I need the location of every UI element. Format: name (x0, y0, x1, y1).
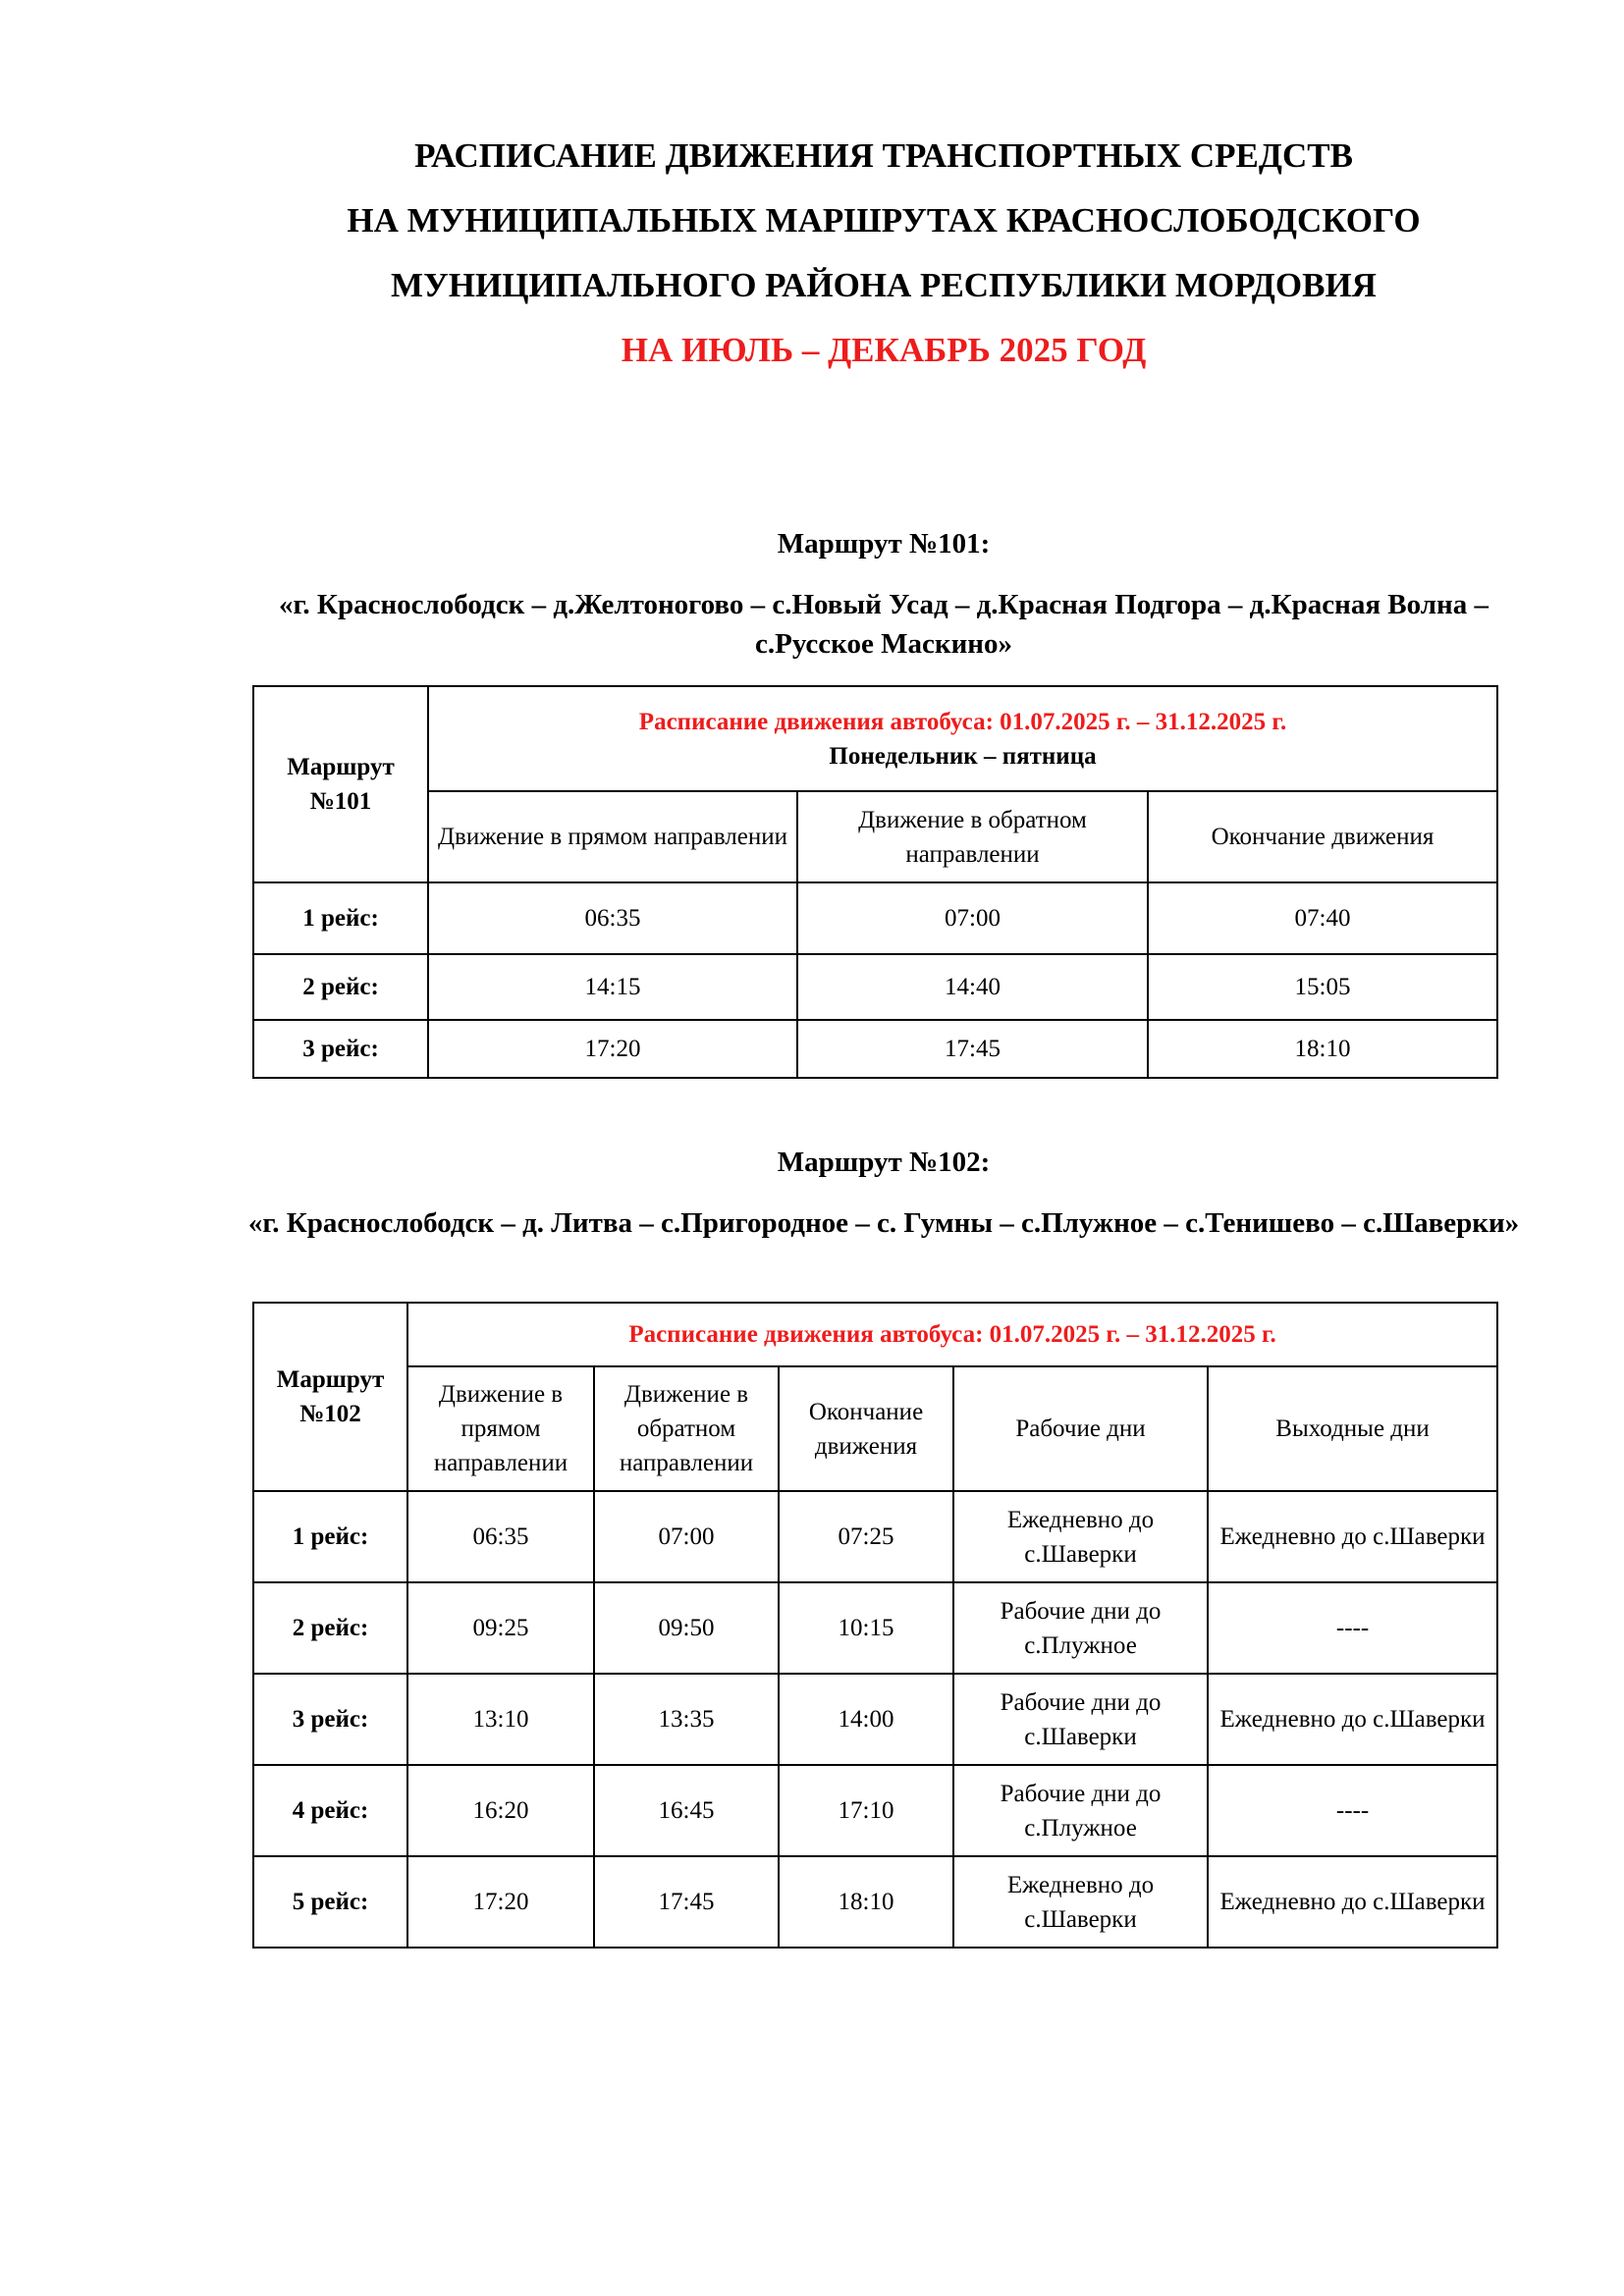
weekends-note: Ежедневно до с.Шаверки (1208, 1674, 1497, 1765)
route-102-schedule-period: Расписание движения автобуса: 01.07.2025 г. – 31.12.2025 г. (628, 1321, 1276, 1348)
table-row (253, 1020, 1497, 1078)
table-row (253, 1856, 1497, 1948)
col-header-forward: Движение в прямом направлении (407, 1366, 594, 1491)
time-forward: 06:35 (407, 1491, 594, 1582)
route-101-days: Понедельник – пятница (829, 742, 1097, 770)
weekends-note: ---- (1208, 1765, 1497, 1856)
time-backward: 14:40 (797, 954, 1148, 1020)
weekends-note: Ежедневно до с.Шаверки (1208, 1491, 1497, 1582)
title-line-2: НА МУНИЦИПАЛЬНЫХ МАРШРУТАХ КРАСНОСЛОБОДСКОГО (347, 201, 1421, 240)
time-forward: 17:20 (428, 1020, 797, 1078)
time-forward: 06:35 (428, 882, 797, 954)
workdays-note: Ежедневно до с.Шаверки (953, 1856, 1208, 1948)
period-title: НА ИЮЛЬ – ДЕКАБРЬ 2025 ГОД (621, 331, 1147, 369)
col-header-backward: Движение в обратном направлении (797, 791, 1148, 882)
workdays-note: Рабочие дни до с.Плужное (953, 1582, 1208, 1674)
col-header-backward: Движение в обратном направлении (594, 1366, 779, 1491)
weekends-note: Ежедневно до с.Шаверки (1208, 1856, 1497, 1948)
document-title (196, 124, 1571, 383)
workdays-note: Ежедневно до с.Шаверки (953, 1491, 1208, 1582)
time-backward: 13:35 (594, 1674, 779, 1765)
time-backward: 09:50 (594, 1582, 779, 1674)
col-header-workdays: Рабочие дни (953, 1366, 1208, 1491)
time-forward: 14:15 (428, 954, 797, 1020)
time-forward: 13:10 (407, 1674, 594, 1765)
time-forward: 16:20 (407, 1765, 594, 1856)
trip-label: 1 рейс: (253, 1491, 407, 1582)
col-header-end: Окончание движения (1148, 791, 1497, 882)
time-backward: 07:00 (594, 1491, 779, 1582)
route-101-heading: Маршрут №101: (777, 528, 991, 560)
time-end: 17:10 (779, 1765, 953, 1856)
table-row (253, 1491, 1497, 1582)
table-row (253, 1765, 1497, 1856)
trip-label: 5 рейс: (253, 1856, 407, 1948)
trip-label: 1 рейс: (253, 882, 428, 954)
col-header-weekends: Выходные дни (1208, 1366, 1497, 1491)
table-row (253, 1582, 1497, 1674)
time-backward: 16:45 (594, 1765, 779, 1856)
route-101-period-cell (428, 686, 1497, 791)
route-101-path: «г. Краснослободск – д.Желтоногово – с.Новый Усад – д.Красная Подгора – д.Красная Волна – с.Русское Маскино» (279, 589, 1489, 660)
trip-label: 4 рейс: (253, 1765, 407, 1856)
trip-label: 3 рейс: (253, 1020, 428, 1078)
route-101-schedule-period: Расписание движения автобуса: 01.07.2025 г. – 31.12.2025 г. (638, 708, 1287, 735)
time-end: 10:15 (779, 1582, 953, 1674)
time-end: 15:05 (1148, 954, 1497, 1020)
time-forward: 09:25 (407, 1582, 594, 1674)
time-end: 07:25 (779, 1491, 953, 1582)
time-end: 18:10 (779, 1856, 953, 1948)
time-backward: 07:00 (797, 882, 1148, 954)
time-end: 18:10 (1148, 1020, 1497, 1078)
trip-label: 2 рейс: (253, 1582, 407, 1674)
time-forward: 17:20 (407, 1856, 594, 1948)
route-102-period-cell (407, 1303, 1497, 1366)
time-backward: 17:45 (594, 1856, 779, 1948)
time-backward: 17:45 (797, 1020, 1148, 1078)
route-102-path: «г. Краснослободск – д. Литва – с.Пригородное – с. Гумны – с.Плужное – с.Тенишево – с.Шаверки» (247, 1207, 1520, 1239)
col-header-forward: Движение в прямом направлении (428, 791, 797, 882)
time-end: 14:00 (779, 1674, 953, 1765)
col-header-end: Окончание движения (779, 1366, 953, 1491)
route-102-heading: Маршрут №102: (777, 1147, 991, 1178)
title-line-1: РАСПИСАНИЕ ДВИЖЕНИЯ ТРАНСПОРТНЫХ СРЕДСТВ (414, 136, 1353, 175)
route-102-label: Маршрут №102 (253, 1303, 407, 1491)
trip-label: 3 рейс: (253, 1674, 407, 1765)
weekends-note: ---- (1208, 1582, 1497, 1674)
workdays-note: Рабочие дни до с.Плужное (953, 1765, 1208, 1856)
table-row (253, 1674, 1497, 1765)
route-101-table (252, 685, 1498, 1079)
trip-label: 2 рейс: (253, 954, 428, 1020)
table-row (253, 954, 1497, 1020)
time-end: 07:40 (1148, 882, 1497, 954)
route-102-table (252, 1302, 1498, 1949)
title-line-3: МУНИЦИПАЛЬНОГО РАЙОНА РЕСПУБЛИКИ МОРДОВИЯ (391, 266, 1377, 304)
table-row (253, 882, 1497, 954)
workdays-note: Рабочие дни до с.Шаверки (953, 1674, 1208, 1765)
route-101-label: Маршрут №101 (253, 686, 428, 882)
